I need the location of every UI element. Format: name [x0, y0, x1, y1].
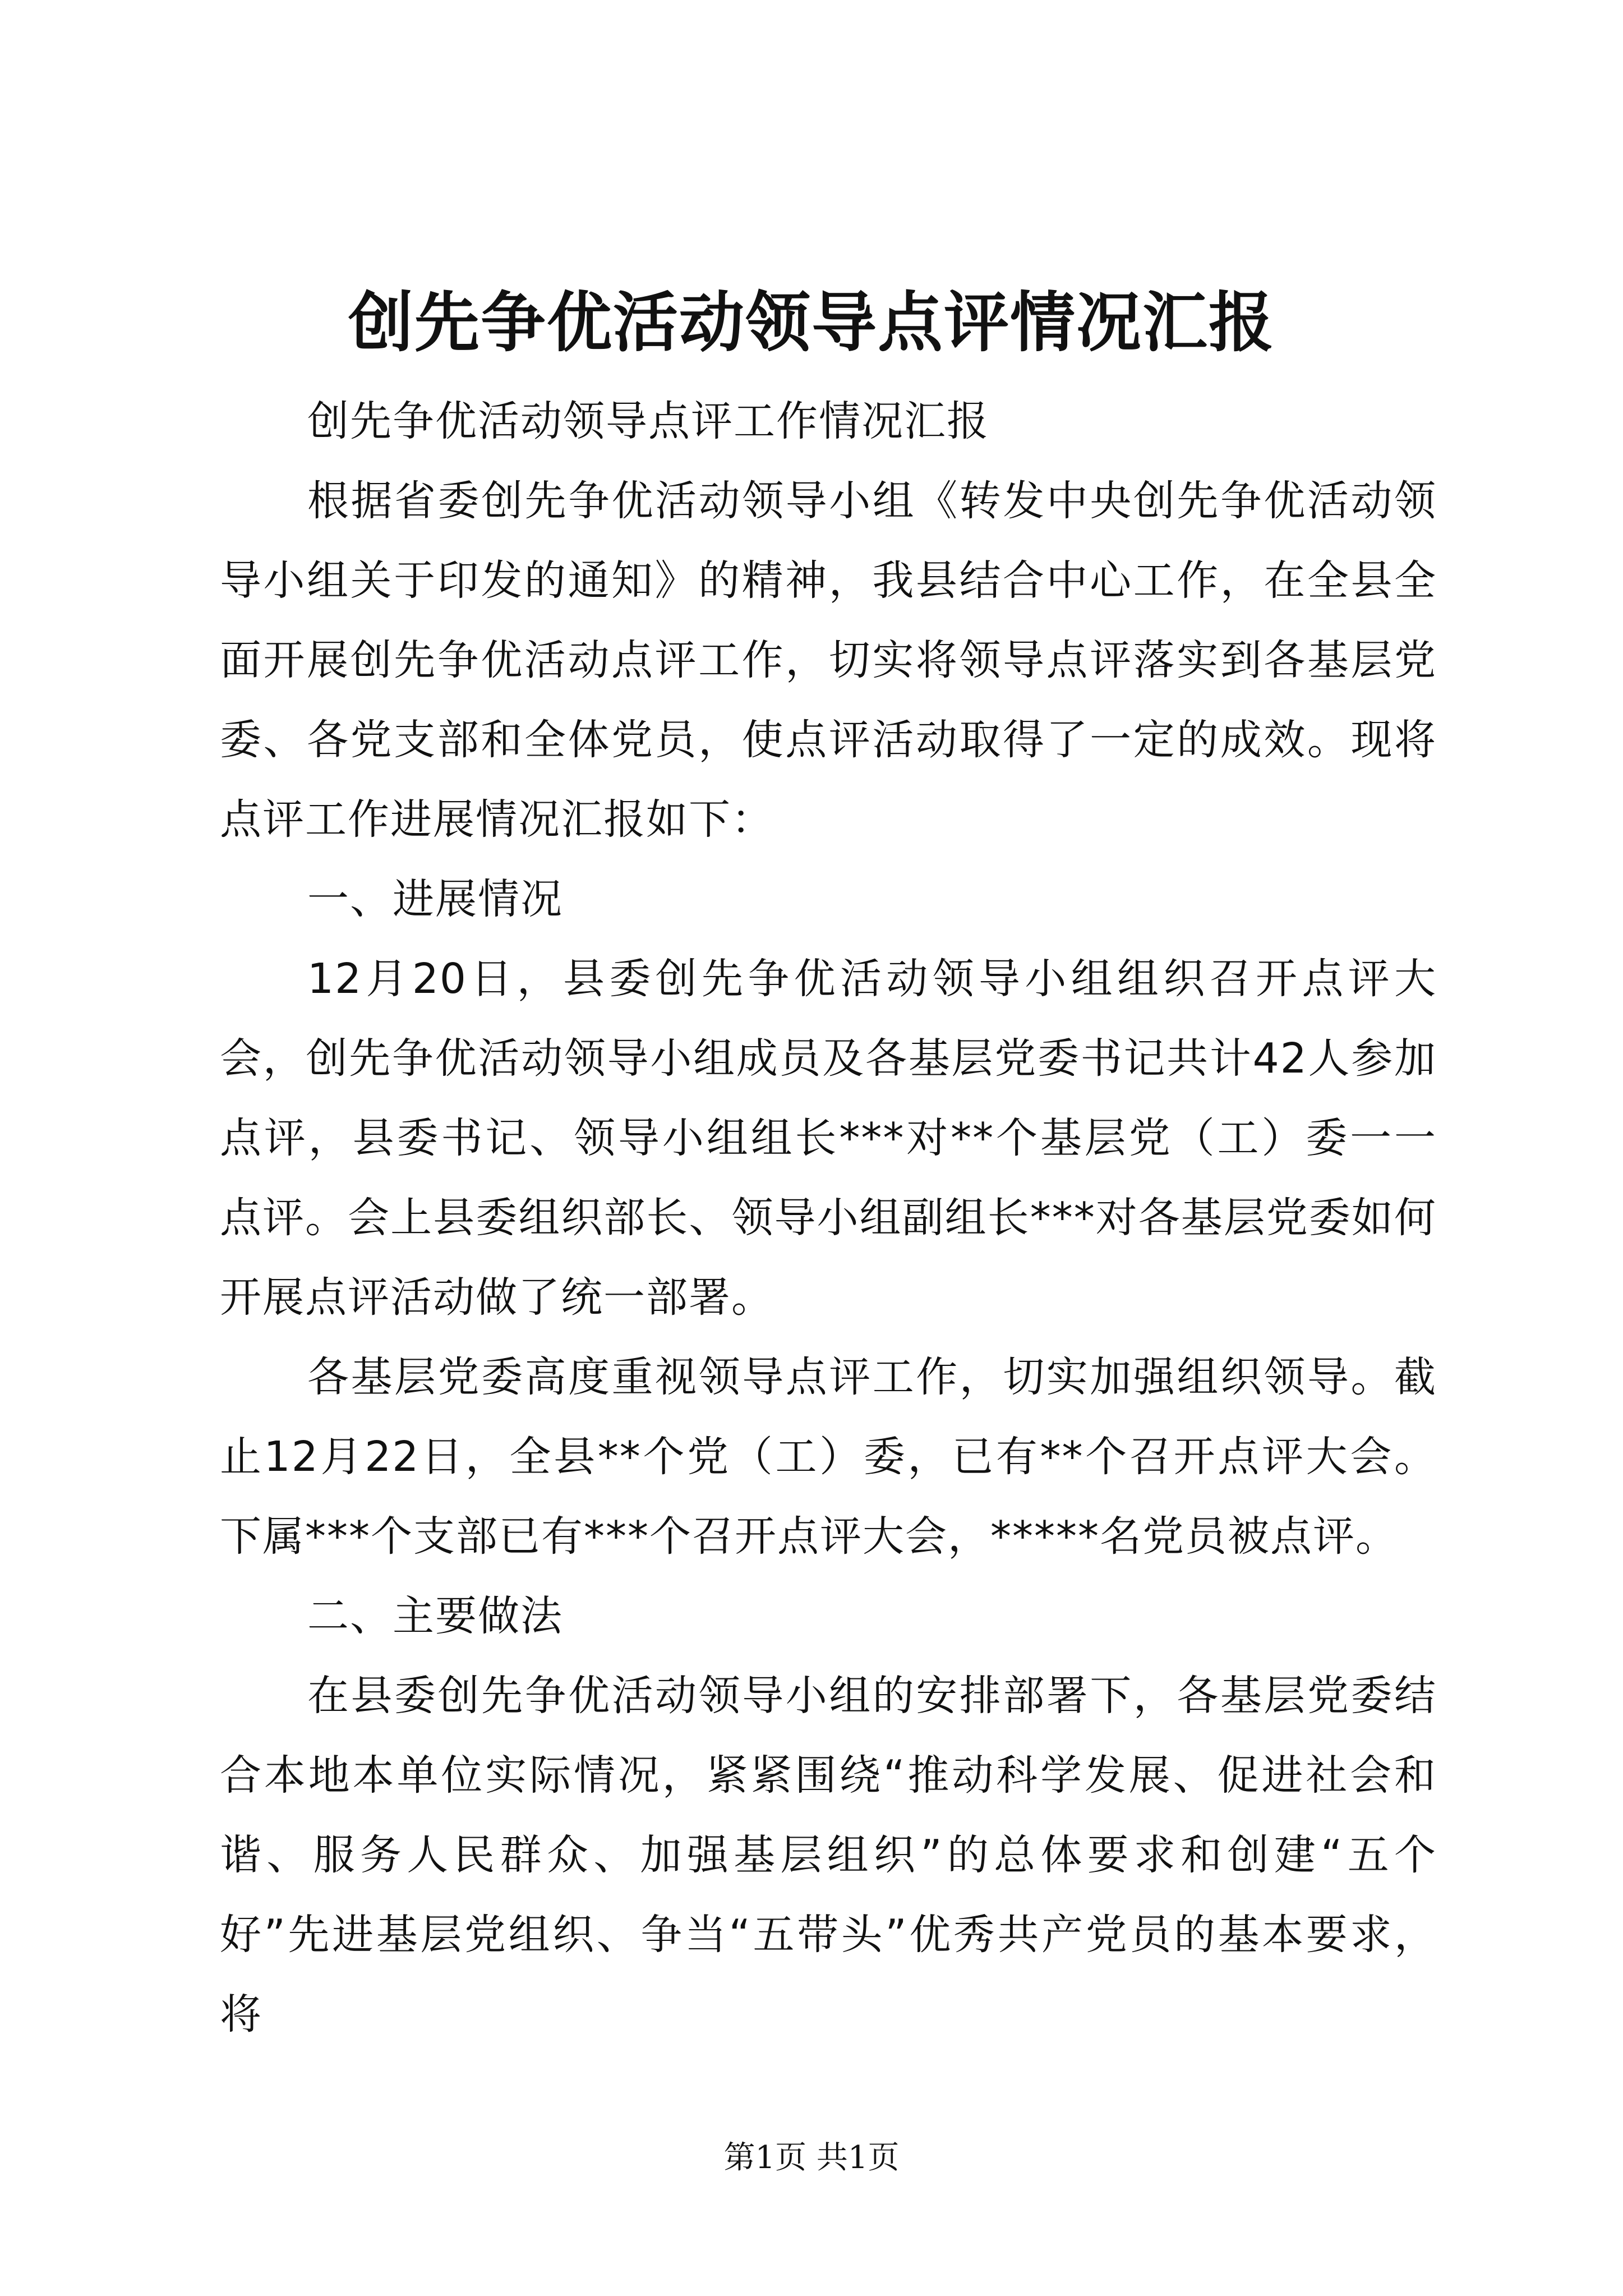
document-subtitle-paragraph: 创先争优活动领导点评工作情况汇报	[307, 397, 989, 445]
progress-paragraph-status: 各基层党委高度重视领导点评工作，切实加强组织领导。截止12月22日，全县**个党（工）委，已有**个召开点评大会。下属***个支部已有***个召开点评大会，*****名党员被点评。	[220, 1353, 1437, 1561]
document-title: 创先争优活动领导点评情况汇报	[348, 284, 1275, 361]
page-footer: 第1页 共1页	[723, 2139, 900, 2176]
document-body	[220, 381, 1437, 2054]
section-heading-methods: 二、主要做法	[307, 1592, 563, 1640]
methods-paragraph: 在县委创先争优活动领导小组的安排部署下，各基层党委结合本地本单位实际情况，紧紧围绕“推动科学发展、促进社会和谐、服务人民群众、加强基层组织”的总体要求和创建“五个好”先进基层党组织、争当“五带头”优秀共产党员的基本要求，将	[220, 1672, 1437, 2039]
progress-paragraph-meeting: 12月20日，县委创先争优活动领导小组组织召开点评大会，创先争优活动领导小组成员及各基层党委书记共计42人参加点评，县委书记、领导小组组长***对**个基层党（工）委一一点评。会上县委组织部长、领导小组副组长***对各基层党委如何开展点评活动做了统一部署。	[220, 955, 1437, 1322]
section-heading-progress: 一、进展情况	[307, 875, 563, 923]
intro-paragraph: 根据省委创先争优活动领导小组《转发中央创先争优活动领导小组关于印发的通知》的精神，我县结合中心工作，在全县全面开展创先争优活动点评工作，切实将领导点评落实到各基层党委、各党支部和全体党员，使点评活动取得了一定的成效。现将点评工作进展情况汇报如下：	[220, 477, 1437, 844]
